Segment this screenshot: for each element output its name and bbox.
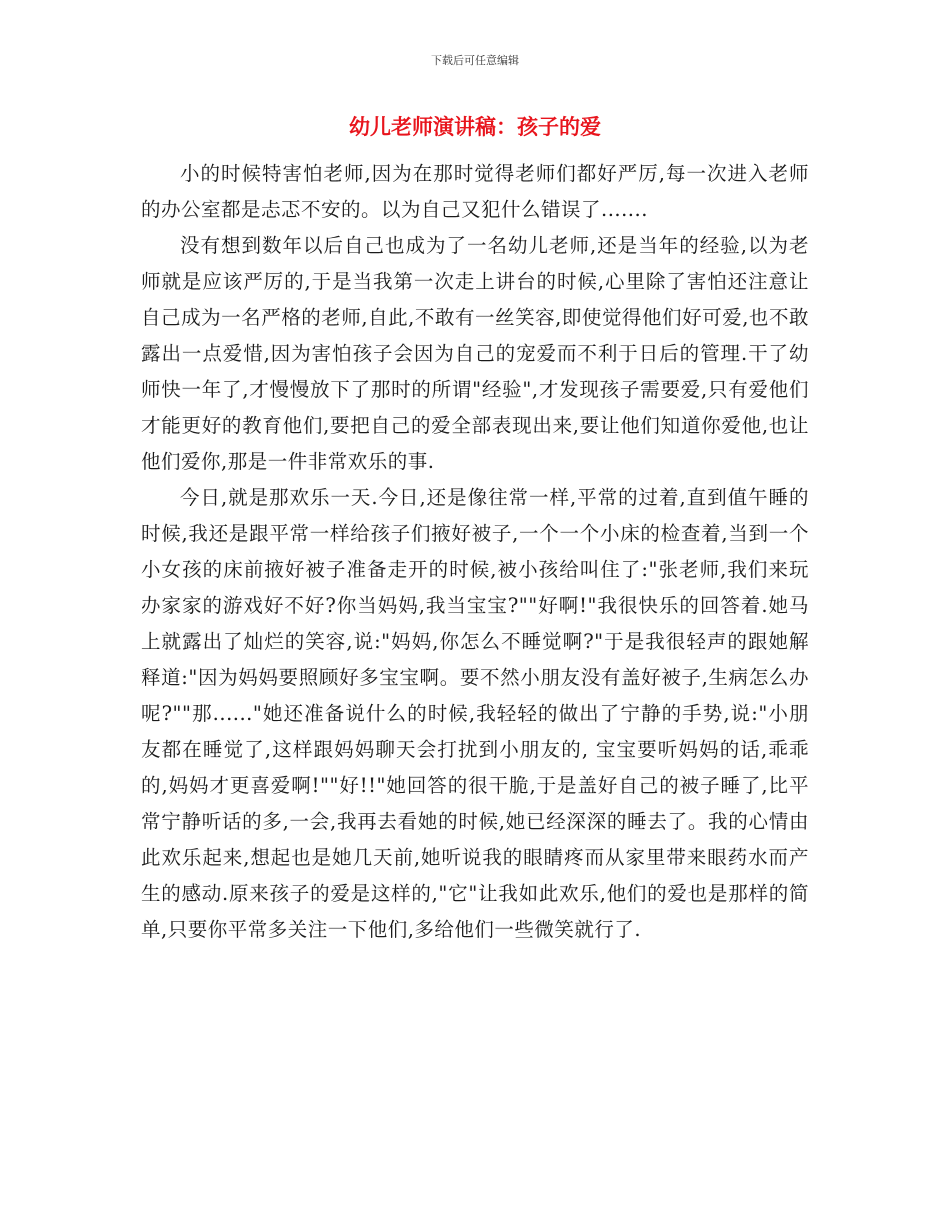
page-header-note: 下载后可任意编辑: [431, 54, 519, 67]
document-title: 幼儿老师演讲稿：孩子的爱: [349, 115, 601, 139]
paragraph-1: 小的时候特害怕老师,因为在那时觉得老师们都好严厉,每一次进入老师的办公室都是忐忑不安的。以为自己又犯什么错误了.......: [141, 162, 809, 221]
paragraph-3: 今日,就是那欢乐一天.今日,还是像往常一样,平常的过着,直到值午睡的时候,我还是跟平常一样给孩子们掖好被子,一个一个小床的检查着,当到一个小女孩的床前掖好被子准备走开的时候,被小孩给叫住了:"张老师,我们来玩办家家的游戏好不好?你当妈妈,我当宝宝?""好啊!"我很快乐的回答着.她马上就露出了灿烂的笑容,说:"妈妈,你怎么不睡觉啊?"于是我很轻声的跟她解释道:"因为妈妈要照顾好多宝宝啊。要不然小朋友没有盖好被子,生病怎么办呢?""那......"她还准备说什么的时候,我轻轻的做出了宁静的手势,说:"小朋友都在睡觉了,这样跟妈妈聊天会打扰到小朋友的, 宝宝要听妈妈的话,乖乖的,妈妈才更喜爱啊!""好!!"她回答的很干脆,于是盖好自己的被子睡了,比平常宁静听话的多,一会,我再去看她的时候,她已经深深的睡去了。我的心情由此欢乐起来,想起也是她几天前,她听说我的眼睛疼而从家里带来眼药水而产生的感动.原来孩子的爱是这样的,"它"让我如此欢乐,他们的爱也是那样的简单,只要你平常多关注一下他们,多给他们一些微笑就行了.: [141, 486, 809, 941]
paragraph-2: 没有想到数年以后自己也成为了一名幼儿老师,还是当年的经验,以为老师就是应该严厉的,于是当我第一次走上讲台的时候,心里除了害怕还注意让自己成为一名严格的老师,自此,不敢有一丝笑容,即使觉得他们好可爱,也不敢露出一点爱惜,因为害怕孩子会因为自己的宠爱而不利于日后的管理.干了幼师快一年了,才慢慢放下了那时的所谓"经验",才发现孩子需要爱,只有爱他们才能更好的教育他们,要把自己的爱全部表现出来,要让他们知道你爱他,也让他们爱你,那是一件非常欢乐的事.: [141, 234, 809, 473]
document-body: [141, 156, 809, 948]
